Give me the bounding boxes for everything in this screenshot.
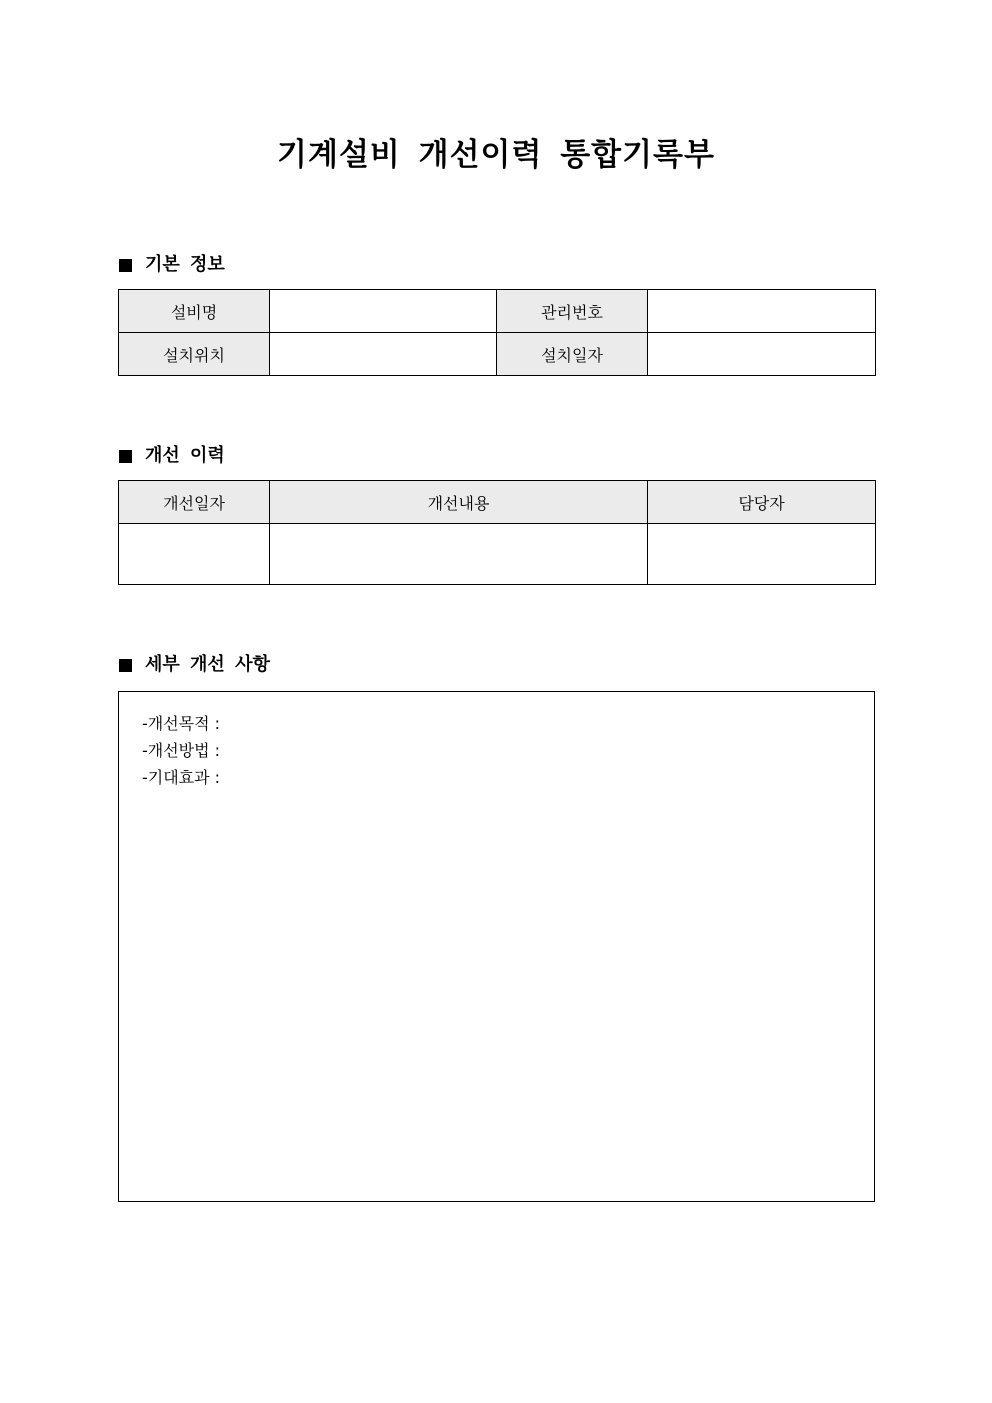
column-header-date: 개선일자 <box>119 481 270 524</box>
section-heading-history-text: 개선 이력 <box>145 445 225 466</box>
black-square-icon <box>119 659 132 672</box>
section-heading-detail-text: 세부 개선 사항 <box>145 654 270 675</box>
history-content-field[interactable] <box>270 524 648 585</box>
install-date-field[interactable] <box>648 333 876 376</box>
column-header-content: 개선내용 <box>270 481 648 524</box>
management-number-label: 관리번호 <box>497 290 648 333</box>
detail-purpose-line: -개선목적 : <box>142 714 221 733</box>
management-number-field[interactable] <box>648 290 876 333</box>
install-location-field[interactable] <box>270 333 497 376</box>
detail-method-line: -개선방법 : <box>142 741 221 760</box>
black-square-icon <box>119 450 132 463</box>
history-manager-field[interactable] <box>648 524 876 585</box>
history-date-field[interactable] <box>119 524 270 585</box>
equipment-name-label: 설비명 <box>119 290 270 333</box>
document-title: 기계설비 개선이력 통합기록부 <box>277 137 715 173</box>
detail-textbox[interactable] <box>118 691 875 1202</box>
detail-effect-line: -기대효과 : <box>142 768 221 787</box>
section-heading-history <box>119 444 225 468</box>
install-date-label: 설치일자 <box>497 333 648 376</box>
section-heading-basic-text: 기본 정보 <box>145 254 225 275</box>
install-location-label: 설치위치 <box>119 333 270 376</box>
table-row <box>119 524 876 585</box>
black-square-icon <box>119 259 132 272</box>
equipment-name-field[interactable] <box>270 290 497 333</box>
section-heading-basic <box>119 253 225 277</box>
detail-lines <box>142 710 220 791</box>
section-heading-detail <box>119 653 270 677</box>
column-header-manager: 담당자 <box>648 481 876 524</box>
history-table <box>118 480 876 585</box>
basic-info-table <box>118 289 876 376</box>
